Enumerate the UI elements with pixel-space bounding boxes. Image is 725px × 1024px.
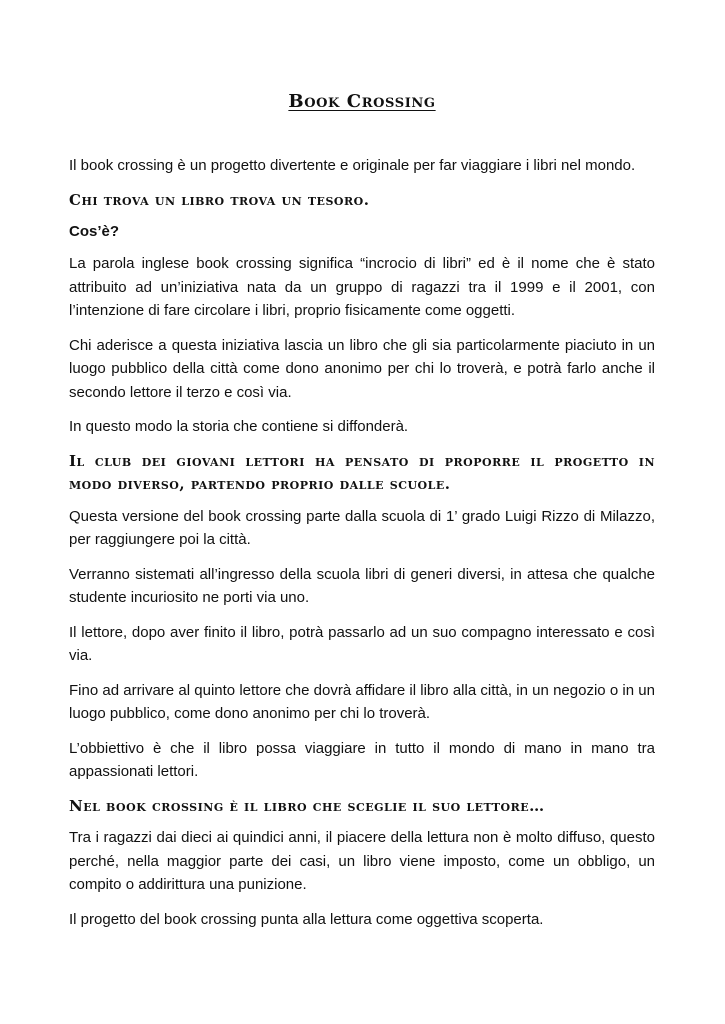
subheading-what-is-it: Cos’è?	[69, 223, 120, 240]
section-heading-treasure: Chi trova un libro trova un tesoro.	[69, 190, 370, 209]
paragraph-fifth-reader: Fino ad arrivare al quinto lettore che dovrà affidare il libro alla città, in un negozio o in un luogo pubblico, come dono anonimo per chi lo troverà.	[69, 681, 655, 722]
paragraph-pass-on: Il lettore, dopo aver finito il libro, potrà passarlo ad un suo compagno interessato e così via.	[69, 623, 655, 664]
paragraph-project-goal: Il progetto del book crossing punta alla lettura come oggettiva scoperta.	[69, 910, 544, 928]
paragraph-story-spreads: In questo modo la storia che contiene si diffonderà.	[69, 418, 409, 435]
paragraph-reading-pleasure: Tra i ragazzi dai dieci ai quindici anni, il piacere della lettura non è molto diffuso, questo perché, nella maggior parte dei casi, un libro viene imposto, come un obbligo, un compito o addirittura una punizione.	[69, 829, 655, 893]
paragraph-objective: L’obbiettivo è che il libro possa viaggiare in tutto il mondo di mano in mano tra appassionati lettori.	[69, 739, 655, 780]
document-title: Book Crossing	[288, 91, 436, 112]
paragraph-definition: La parola inglese book crossing significa “incrocio di libri” ed è il nome che è stato attribuito ad un’iniziativa nata da un gruppo di ragazzi tra il 1999 e il 2001, con l’intenzione di fare circolare i libri, proprio fisicamente come oggetti.	[69, 255, 655, 319]
paragraph-how-it-works: Chi aderisce a questa iniziativa lascia un libro che gli sia particolarmente piaciuto in un luogo pubblico della città come dono anonimo per chi lo troverà, e potrà farlo anche il secondo lettore il terzo e così via.	[69, 336, 655, 401]
paragraph-school-version: Questa versione del book crossing parte dalla scuola di 1’ grado Luigi Rizzo di Milazzo, per raggiungere poi la città.	[69, 507, 655, 548]
document-body	[69, 154, 655, 942]
paragraph-school-entrance: Verranno sistemati all’ingresso della scuola libri di generi diversi, in attesa che qualche studente incuriosito ne porti via uno.	[69, 565, 655, 606]
section-heading-club: Il club dei giovani lettori ha pensato di proporre il progetto in modo diverso, partendo proprio dalle scuole.	[69, 451, 655, 493]
section-heading-book-chooses: Nel book crossing è il libro che sceglie il suo lettore…	[69, 796, 545, 815]
intro-paragraph: Il book crossing è un progetto divertente e originale per far viaggiare i libri nel mondo.	[69, 157, 636, 174]
